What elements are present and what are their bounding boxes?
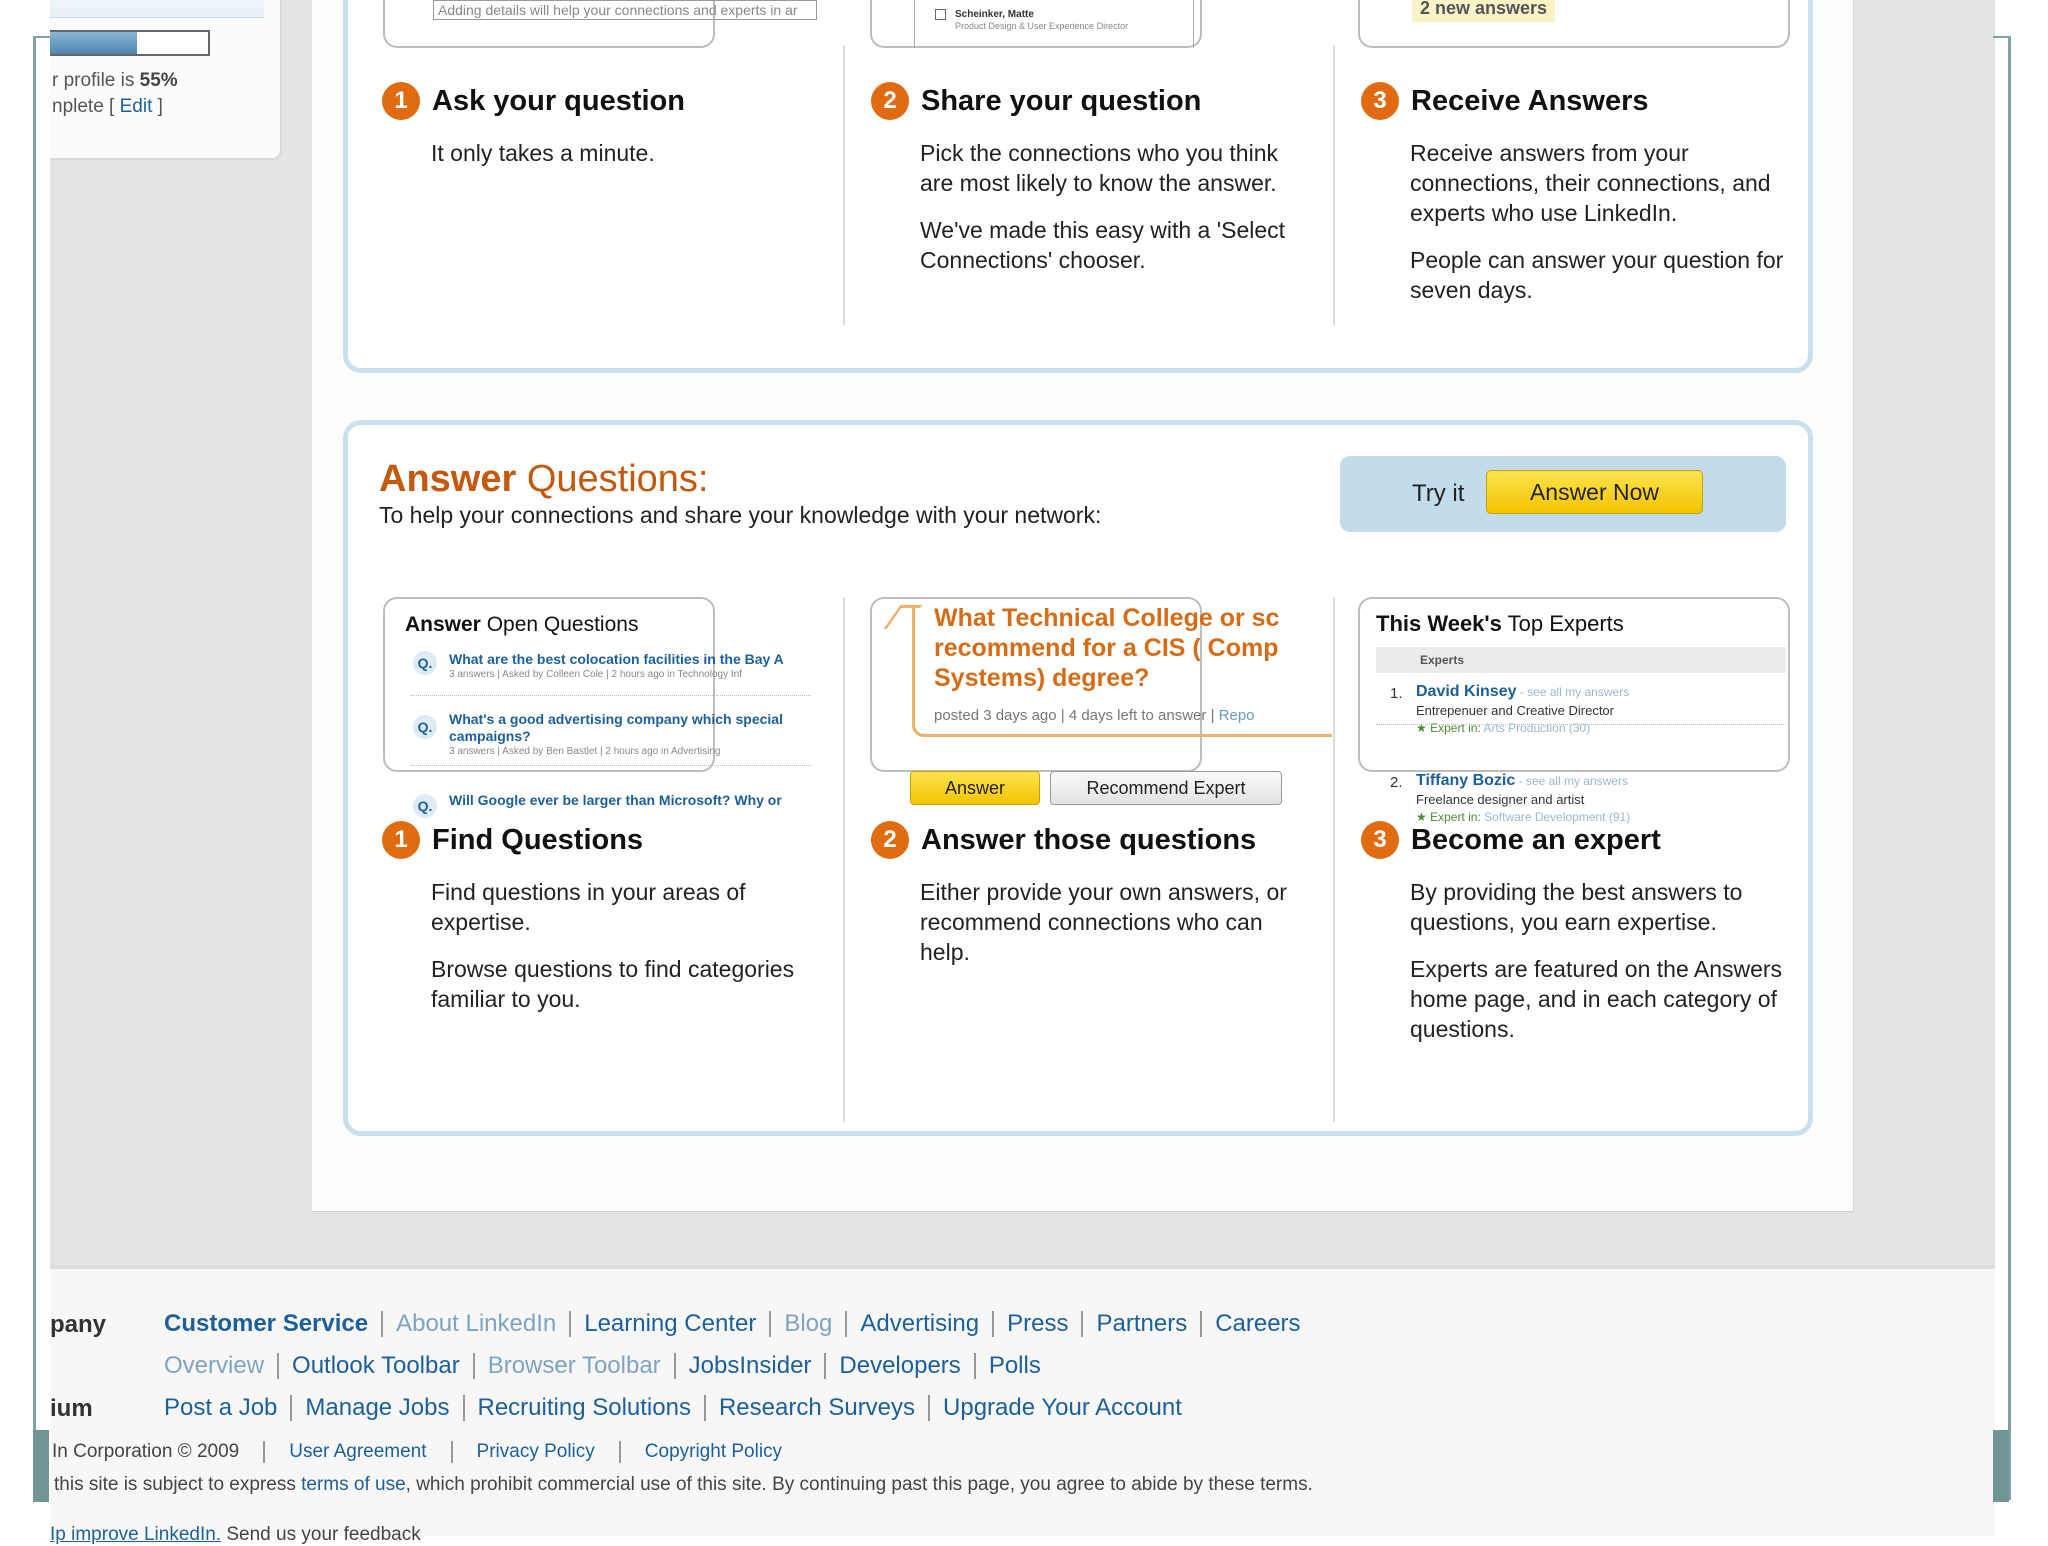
footer-link-outlook-toolbar[interactable]: Outlook Toolbar	[277, 1353, 473, 1379]
step-title: Receive Answers	[1411, 84, 1649, 117]
question-meta-text: posted 3 days ago | 4 days left to answer |	[934, 707, 1215, 724]
connection-list-item: Product Design & User Experience Director	[955, 21, 1129, 31]
step-find-questions	[382, 821, 643, 859]
new-answers-badge: 2 new answers	[1412, 0, 1555, 22]
profile-completeness-text: r profile is 55% nplete [ Edit ]	[52, 70, 178, 117]
footer-links-row-1	[164, 1311, 1314, 1337]
expert-label: Expert in:	[1430, 810, 1481, 824]
profile-percent: 55%	[139, 70, 178, 91]
divider	[1376, 724, 1786, 725]
footer-label-company: pany	[50, 1311, 107, 1338]
step-number-badge: 2	[871, 821, 909, 859]
open-questions-screenshot	[383, 597, 784, 814]
question-detail-screenshot	[870, 597, 1280, 798]
step-paragraph: Find questions in your areas of expertise.	[431, 879, 746, 935]
question-title	[934, 603, 1279, 693]
expert-category-text: Software Development (91)	[1480, 810, 1631, 824]
step-paragraph: People can answer your question for seven days.	[1410, 247, 1784, 303]
question-icon: Q.	[413, 651, 437, 675]
see-answers-link: - see all my answers	[1516, 685, 1630, 699]
title-rest: Top Experts	[1501, 611, 1624, 636]
step-become-expert	[1361, 821, 1661, 859]
footer-link-overview[interactable]: Overview	[164, 1352, 265, 1379]
profile-completeness-box	[50, 0, 282, 160]
checkbox	[935, 9, 946, 20]
terms-notice-prefix: this site is subject to express	[54, 1474, 302, 1495]
answer-now-button[interactable]: Answer Now	[1486, 470, 1703, 514]
question-line: Systems) degree?	[934, 664, 1150, 692]
footer-link-recruiting-solutions[interactable]: Recruiting Solutions	[463, 1395, 704, 1421]
footer-link-customer-service[interactable]: Customer Service	[164, 1310, 369, 1337]
heading-light: Questions:	[516, 458, 709, 500]
user-agreement-link[interactable]: User Agreement	[263, 1441, 450, 1463]
step-title: Find Questions	[432, 823, 644, 856]
step-paragraph: Receive answers from your connections, their connections, and experts who use LinkedIn.	[1410, 140, 1771, 226]
open-question-meta: 3 answers | Asked by Colleen Cole | 2 hours ago in Technology Inf	[449, 669, 742, 680]
step-paragraph: Pick the connections who you think are most likely to know the answer.	[920, 140, 1278, 196]
open-question-link-cont: campaigns?	[449, 728, 531, 744]
window-frame-corner	[1993, 36, 2011, 38]
footer-link-advertising[interactable]: Advertising	[845, 1311, 992, 1337]
step-title: Share your question	[921, 84, 1202, 117]
footer-link-post-a-job[interactable]: Post a Job	[164, 1394, 278, 1421]
profile-box-header	[50, 0, 264, 18]
answer-questions-subheading: To help your connections and share your knowledge with your network:	[379, 502, 1102, 528]
footer-link-jobsinsider[interactable]: JobsInsider	[674, 1353, 825, 1379]
footer-link-manage-jobs[interactable]: Manage Jobs	[290, 1395, 462, 1421]
expert-name	[1416, 772, 1628, 790]
terms-notice	[54, 1474, 1313, 1496]
answer-button-preview: Answer	[910, 771, 1040, 805]
step-share-question	[871, 82, 1201, 120]
step-description	[431, 877, 811, 1031]
open-question-link: What are the best colocation facilities in the Bay A	[449, 651, 784, 667]
answer-questions-heading	[379, 458, 709, 501]
footer-links-row-2	[164, 1353, 1054, 1379]
footer-link-polls[interactable]: Polls	[974, 1353, 1054, 1379]
question-line: recommend for a CIS ( Comp	[934, 634, 1279, 662]
column-divider	[1333, 597, 1335, 1122]
step-description	[920, 138, 1310, 292]
step-receive-answers	[1361, 82, 1649, 120]
window-frame-left-handle	[33, 1430, 49, 1502]
top-experts-title	[1376, 611, 1624, 637]
footer-links-row-3	[164, 1395, 1195, 1421]
step-number-badge: 1	[382, 821, 420, 859]
connection-list-item: Scheinker, Matte	[955, 9, 1034, 20]
footer-link-developers[interactable]: Developers	[824, 1353, 973, 1379]
profile-text-prefix: r profile is	[52, 70, 140, 91]
expert-label: Expert in:	[1430, 721, 1481, 735]
footer-link-careers[interactable]: Careers	[1200, 1311, 1313, 1337]
ask-details-input-preview: Adding details will help your connections and experts in ar	[433, 0, 817, 20]
terms-notice-suffix: , which prohibit commercial use of this site. By continuing past this page, you agree to abide by these terms.	[405, 1474, 1313, 1495]
step-paragraph: Experts are featured on the Answers home page, and in each category of questions.	[1410, 956, 1783, 1042]
footer-link-learning-center[interactable]: Learning Center	[569, 1311, 769, 1337]
step-number-badge: 3	[1361, 821, 1399, 859]
footer	[50, 1265, 1995, 1545]
footer-link-upgrade-account[interactable]: Upgrade Your Account	[928, 1395, 1195, 1421]
step-title: Ask your question	[432, 84, 685, 117]
column-divider	[843, 597, 845, 1122]
step-description	[431, 138, 811, 185]
step-description	[1410, 138, 1800, 322]
footer-legal-row	[50, 1441, 806, 1463]
step-paragraph: Either provide your own answers, or recommend connections who can help.	[920, 879, 1287, 965]
step-description	[1410, 877, 1800, 1061]
profile-progress-fill	[50, 32, 137, 54]
step-paragraph: It only takes a minute.	[431, 140, 655, 166]
window-frame-right-handle	[1993, 1430, 2009, 1502]
expert-role: Freelance designer and artist	[1416, 792, 1585, 807]
step-number-badge: 2	[871, 82, 909, 120]
column-divider	[843, 45, 845, 325]
expert-rank: 1.	[1390, 685, 1403, 702]
footer-link-partners[interactable]: Partners	[1081, 1311, 1200, 1337]
copyright-text: In Corporation © 2009	[52, 1441, 240, 1462]
open-question-link: What's a good advertising company which special	[449, 711, 783, 727]
open-question-link: Will Google ever be larger than Microsoft? Why or	[449, 792, 782, 808]
expert-name-text: Tiffany Bozic	[1416, 772, 1516, 789]
feedback-line	[50, 1524, 421, 1546]
footer-link-research-surveys[interactable]: Research Surveys	[704, 1395, 928, 1421]
footer-link-press[interactable]: Press	[992, 1311, 1081, 1337]
terms-of-use-link[interactable]: terms of use	[301, 1474, 406, 1495]
expert-category: ★ Expert in: Software Development (91)	[1416, 810, 1631, 824]
question-meta	[934, 707, 1255, 724]
title-rest: Open Questions	[480, 613, 639, 636]
footer-link-blog[interactable]: Blog	[769, 1311, 845, 1337]
heading-bold: Answer	[379, 458, 517, 500]
experts-header: Experts	[1376, 647, 1786, 673]
step-title: Answer those questions	[921, 823, 1257, 856]
profile-edit-link[interactable]: Edit	[119, 96, 153, 117]
question-icon: Q.	[413, 715, 437, 739]
ask-question-screenshot	[383, 0, 798, 48]
see-answers-link: - see all my answers	[1515, 774, 1628, 788]
profile-progress-bar	[50, 30, 210, 56]
question-line: What Technical College or sc	[934, 604, 1280, 632]
divider	[411, 695, 811, 696]
step-paragraph: Browse questions to find categories familiar to you.	[431, 956, 795, 1012]
connections-list-preview	[914, 0, 1194, 48]
divider	[411, 765, 811, 766]
footer-link-browser-toolbar[interactable]: Browser Toolbar	[473, 1353, 674, 1379]
try-it-label: Try it	[1412, 480, 1465, 507]
step-number-badge: 1	[382, 82, 420, 120]
step-number-badge: 3	[1361, 82, 1399, 120]
copyright-policy-link[interactable]: Copyright Policy	[619, 1441, 806, 1463]
title-bold: Answer	[405, 613, 481, 636]
step-answer-questions	[871, 821, 1256, 859]
try-it-box	[1340, 456, 1786, 532]
open-questions-title	[405, 613, 638, 637]
expert-category-text: Arts Production (30)	[1480, 721, 1591, 735]
open-question-meta: 3 answers | Asked by Ben Bastlet | 2 hours ago in Advertising	[449, 746, 721, 757]
top-experts-screenshot	[1358, 597, 1790, 824]
share-question-screenshot	[870, 0, 1202, 48]
report-link: Repo	[1218, 707, 1255, 724]
receive-answers-screenshot	[1358, 0, 1790, 48]
expert-name	[1416, 683, 1629, 701]
expert-role: Entrepenuer and Creative Director	[1416, 703, 1614, 718]
feedback-text: Send us your feedback	[221, 1524, 421, 1545]
step-ask-question	[382, 82, 685, 120]
feedback-link[interactable]: Ip improve LinkedIn.	[50, 1524, 222, 1545]
footer-label-premium: ium	[50, 1395, 93, 1422]
privacy-policy-link[interactable]: Privacy Policy	[451, 1441, 619, 1463]
question-icon: Q.	[413, 794, 437, 818]
expert-name-text: David Kinsey	[1416, 683, 1517, 700]
step-title: Become an expert	[1411, 823, 1661, 856]
window-frame-right	[2008, 36, 2011, 1500]
step-description	[920, 877, 1310, 984]
step-paragraph: By providing the best answers to questions, you earn expertise.	[1410, 879, 1743, 935]
step-paragraph: We've made this easy with a 'Select Connections' chooser.	[920, 217, 1286, 273]
expert-rank: 2.	[1390, 774, 1403, 791]
expert-category: ★ Expert in: Arts Production (30)	[1416, 721, 1591, 735]
ask-questions-panel	[343, 0, 1813, 373]
column-divider	[1333, 45, 1335, 325]
window-frame-left	[33, 36, 36, 1500]
title-bold: This Week's	[1376, 611, 1502, 636]
profile-text-line2: nplete	[52, 96, 104, 117]
recommend-expert-button-preview: Recommend Expert	[1050, 771, 1282, 805]
window-frame-corner	[33, 36, 51, 38]
footer-link-about-linkedin[interactable]: About LinkedIn	[381, 1311, 569, 1337]
